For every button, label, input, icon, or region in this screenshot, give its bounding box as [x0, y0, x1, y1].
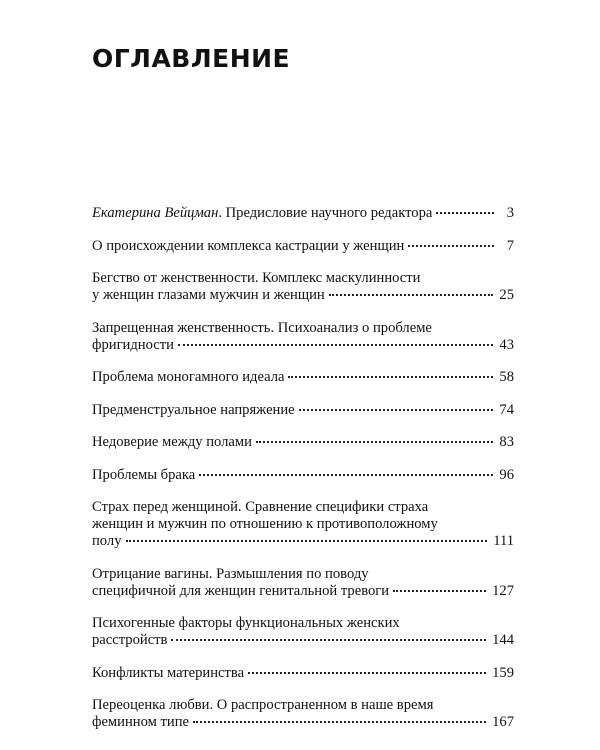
page-title: ОГЛАВЛЕНИЕ [92, 44, 291, 73]
dot-leader [408, 245, 494, 247]
toc-page-number: 159 [492, 664, 514, 681]
toc-entry [92, 369, 514, 386]
dot-leader [299, 409, 494, 411]
toc-page-number: 7 [506, 237, 514, 254]
dot-leader [171, 639, 486, 641]
toc-entry [92, 665, 514, 682]
toc-page-number: 58 [499, 369, 514, 385]
toc-page-number: 127 [492, 582, 514, 599]
toc-line [92, 533, 514, 550]
toc-line [92, 402, 514, 419]
toc-line [92, 665, 514, 682]
dot-leader [126, 540, 488, 542]
toc-line [92, 270, 514, 287]
dot-leader [193, 721, 486, 723]
toc-line [92, 583, 514, 600]
toc-page-number: 43 [499, 336, 514, 353]
toc-page-number: 111 [493, 533, 514, 549]
dot-leader [329, 294, 494, 296]
toc-entry-title: Проблема моногамного идеала [92, 369, 285, 385]
toc-entry [92, 467, 514, 484]
toc-entry-author: Екатерина Вейцман [92, 205, 219, 221]
toc-entry-title: О происхождении комплекса кастрации у женщин [92, 237, 405, 254]
dot-leader [248, 672, 486, 674]
toc-entry-title-line: фригидности [92, 336, 174, 353]
toc-entry-title: Конфликты материнства [92, 664, 245, 681]
toc-entry [92, 205, 514, 222]
toc-entry-title-line: у женщин глазами мужчин и женщин [92, 287, 325, 303]
toc-entry-text [92, 205, 432, 222]
toc-line [92, 615, 514, 632]
toc-entry-title-line: специфичной для женщин генитальной тревоги [92, 582, 390, 599]
dot-leader [288, 376, 493, 378]
toc-entry-title-line: Психогенные факторы функциональных женских [92, 615, 400, 631]
dot-leader [393, 590, 486, 592]
toc-line [92, 434, 514, 451]
dot-leader [436, 212, 494, 214]
dot-leader [199, 474, 493, 476]
toc-line [92, 499, 514, 516]
toc-page-number: 144 [492, 632, 514, 648]
table-of-contents [92, 205, 514, 747]
toc-line [92, 516, 514, 533]
toc-page-number: 96 [499, 466, 514, 483]
toc-entry-title-line: Запрещенная женственность. Психоанализ о проблеме [92, 319, 432, 336]
toc-entry [92, 270, 514, 304]
toc-line [92, 337, 514, 354]
dot-leader [256, 441, 493, 443]
toc-entry [92, 238, 514, 255]
toc-page-number: 25 [499, 287, 514, 303]
toc-entry-title: Недоверие между полами [92, 434, 252, 450]
toc-entry-title-line: полу [92, 533, 122, 549]
toc-page-number: 167 [492, 714, 514, 730]
toc-entry-title-line: феминном типе [92, 714, 189, 730]
toc-entry [92, 402, 514, 419]
toc-entry-title-line: женщин и мужчин по отношению к противоположному [92, 516, 438, 532]
dot-leader [178, 344, 493, 346]
toc-entry-title-line: Переоценка любви. О распространенном в наше время [92, 697, 434, 713]
toc-entry-title-line: Страх перед женщиной. Сравнение специфики страха [92, 499, 429, 515]
toc-line [92, 714, 514, 731]
toc-entry-title-line: расстройств [92, 632, 168, 648]
toc-entry-title-line: Бегство от женственности. Комплекс маскулинности [92, 270, 421, 286]
toc-line [92, 467, 514, 484]
toc-line [92, 287, 514, 304]
toc-entry-title: Предменструальное напряжение [92, 401, 295, 418]
toc-page-number: 3 [506, 205, 514, 221]
toc-entry [92, 320, 514, 354]
toc-line [92, 369, 514, 386]
toc-entry [92, 566, 514, 600]
toc-line [92, 238, 514, 255]
toc-page-number: 74 [499, 401, 514, 418]
toc-entry-title: Проблемы брака [92, 466, 196, 483]
toc-line [92, 566, 514, 583]
toc-entry [92, 697, 514, 731]
toc-page-number: 83 [499, 434, 514, 450]
toc-entry [92, 434, 514, 451]
toc-entry [92, 615, 514, 649]
toc-line [92, 320, 514, 337]
toc-entry [92, 499, 514, 550]
toc-entry-title-line: Отрицание вагины. Размышления по поводу [92, 565, 369, 582]
toc-line [92, 697, 514, 714]
toc-line [92, 632, 514, 649]
toc-line [92, 205, 514, 222]
toc-entry-title: . Предисловие научного редактора [218, 205, 433, 221]
